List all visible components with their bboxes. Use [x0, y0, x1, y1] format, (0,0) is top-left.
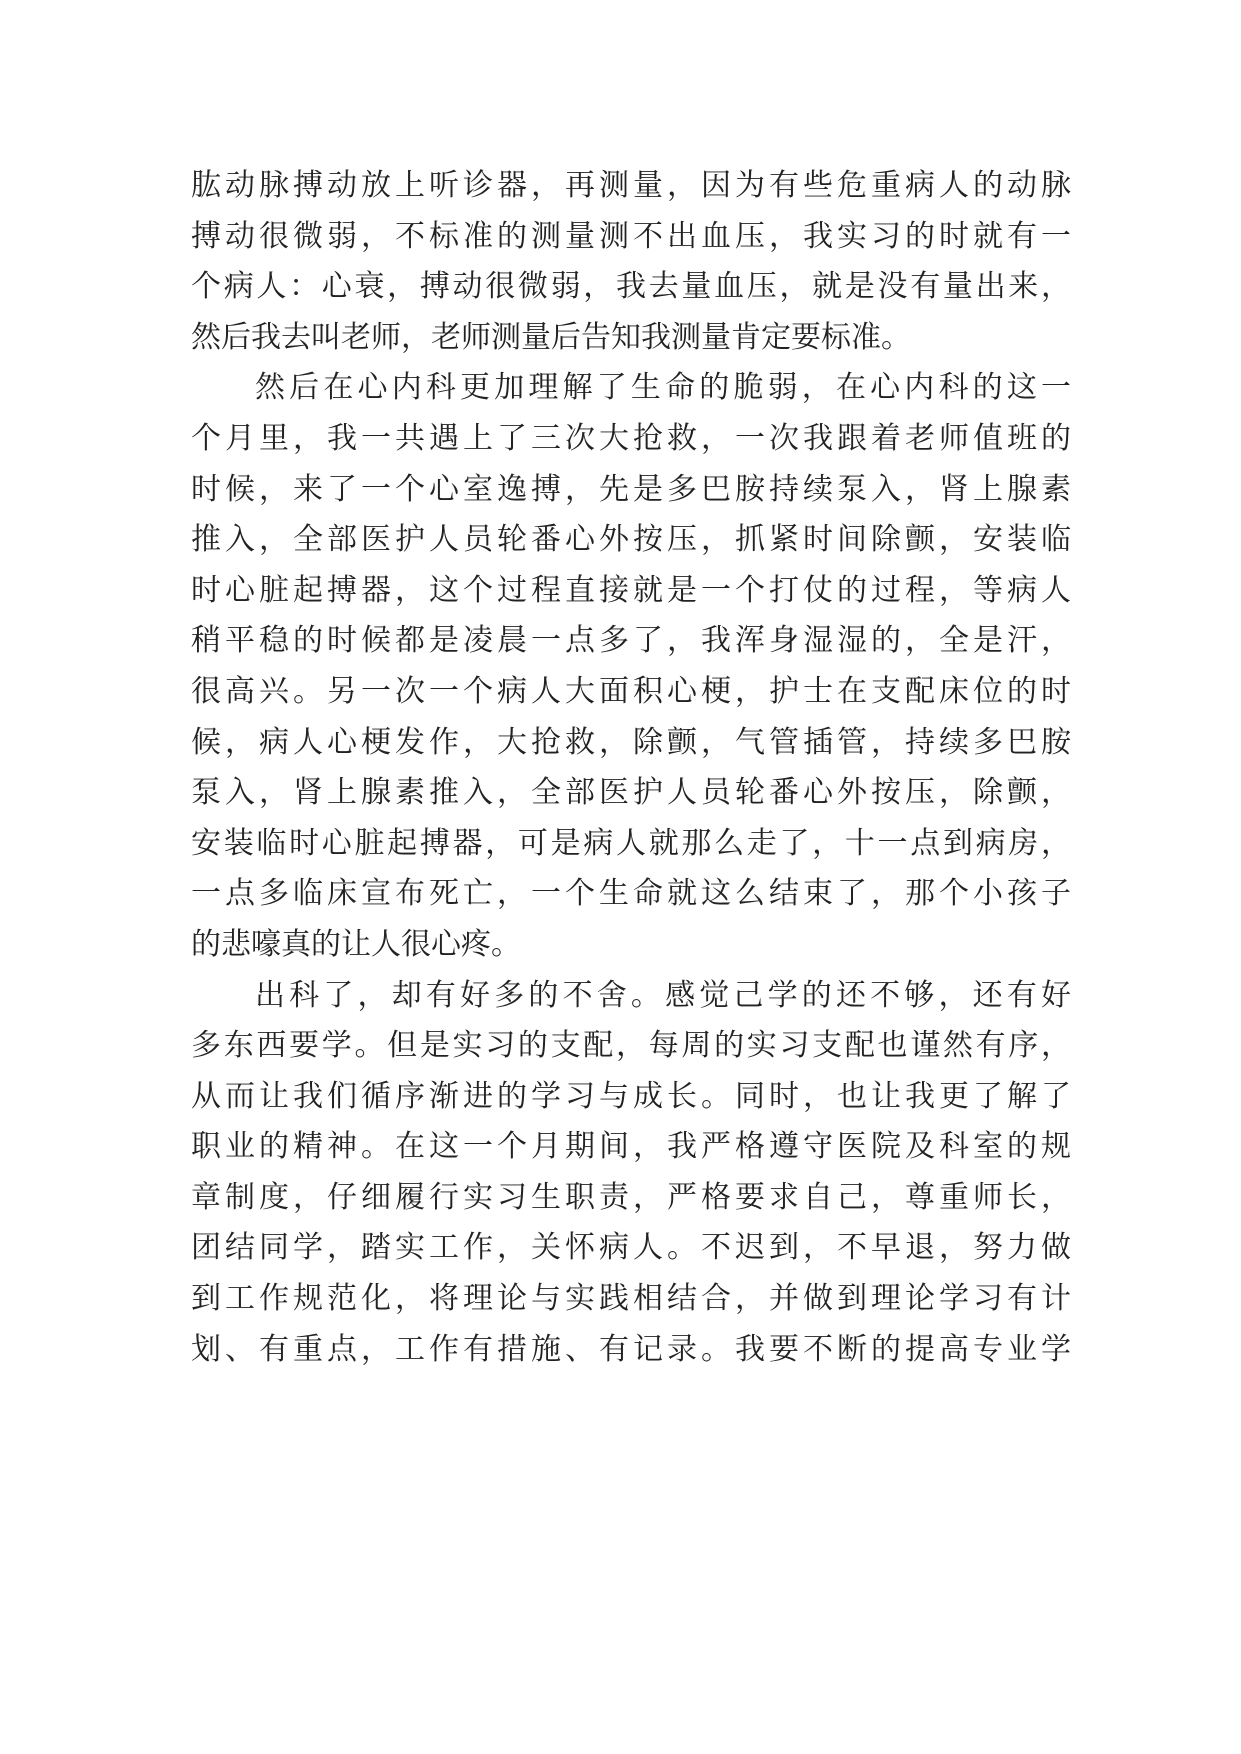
text-line: 肱动脉搏动放上听诊器，再测量，因为有些危重病人的动脉: [191, 168, 1071, 203]
text-line: 划、有重点，工作有措施、有记录。我要不断的提高专业学: [191, 1331, 1071, 1367]
text-line: 多东西要学。但是实习的支配，每周的实习支配也谨然有序，: [191, 1028, 1071, 1064]
text-line: 时心脏起搏器，这个过程直接就是一个打仗的过程，等病人: [191, 572, 1071, 608]
text-line: 候，病人心梗发作，大抢救，除颤，气管插管，持续多巴胺: [191, 724, 1071, 760]
text-line: 时候，来了一个心室逸搏，先是多巴胺持续泵入，肾上腺素: [191, 471, 1071, 507]
text-line: 个月里，我一共遇上了三次大抢救，一次我跟着老师值班的: [191, 420, 1071, 456]
text-line: 很高兴。另一次一个病人大面积心梗，护士在支配床位的时: [191, 673, 1071, 709]
text-line: 一点多临床宣布死亡，一个生命就这么结束了，那个小孩子: [191, 876, 1071, 912]
paragraph-end-line: 然后我去叫老师，老师测量后告知我测量肯定要标准。: [191, 319, 911, 355]
text-line: 章制度，仔细履行实习生职责，严格要求自己，尊重师长，: [191, 1179, 1071, 1215]
paragraph-first-line: 然后在心内科更加理解了生命的脆弱，在心内科的这一: [255, 370, 1071, 406]
body-text: [191, 161, 1071, 1375]
paragraph-first-line: 出科了，却有好多的不舍。感觉己学的还不够，还有好: [255, 977, 1071, 1013]
text-line: 团结同学，踏实工作，关怀病人。不迟到，不早退，努力做: [191, 1230, 1071, 1266]
text-line: 推入，全部医护人员轮番心外按压，抓紧时间除颤，安装临: [191, 522, 1071, 558]
text-line: 个病人：心衰，搏动很微弱，我去量血压，就是没有量出来，: [191, 269, 1071, 305]
text-line: 从而让我们循序渐进的学习与成长。同时，也让我更了解了: [191, 1078, 1071, 1114]
text-line: 搏动很微弱，不标准的测量测不出血压，我实习的时就有一: [191, 218, 1071, 254]
text-line: 泵入，肾上腺素推入，全部医护人员轮番心外按压，除颤，: [191, 775, 1071, 811]
text-line: 职业的精神。在这一个月期间，我严格遵守医院及科室的规: [191, 1129, 1071, 1165]
paragraph-end-line: 的悲嚎真的让人很心疼。: [191, 926, 521, 962]
text-line: 安装临时心脏起搏器，可是病人就那么走了，十一点到病房，: [191, 825, 1071, 861]
text-line: 到工作规范化，将理论与实践相结合，并做到理论学习有计: [191, 1281, 1071, 1317]
text-line: 稍平稳的时候都是凌晨一点多了，我浑身湿湿的，全是汗，: [191, 623, 1071, 659]
